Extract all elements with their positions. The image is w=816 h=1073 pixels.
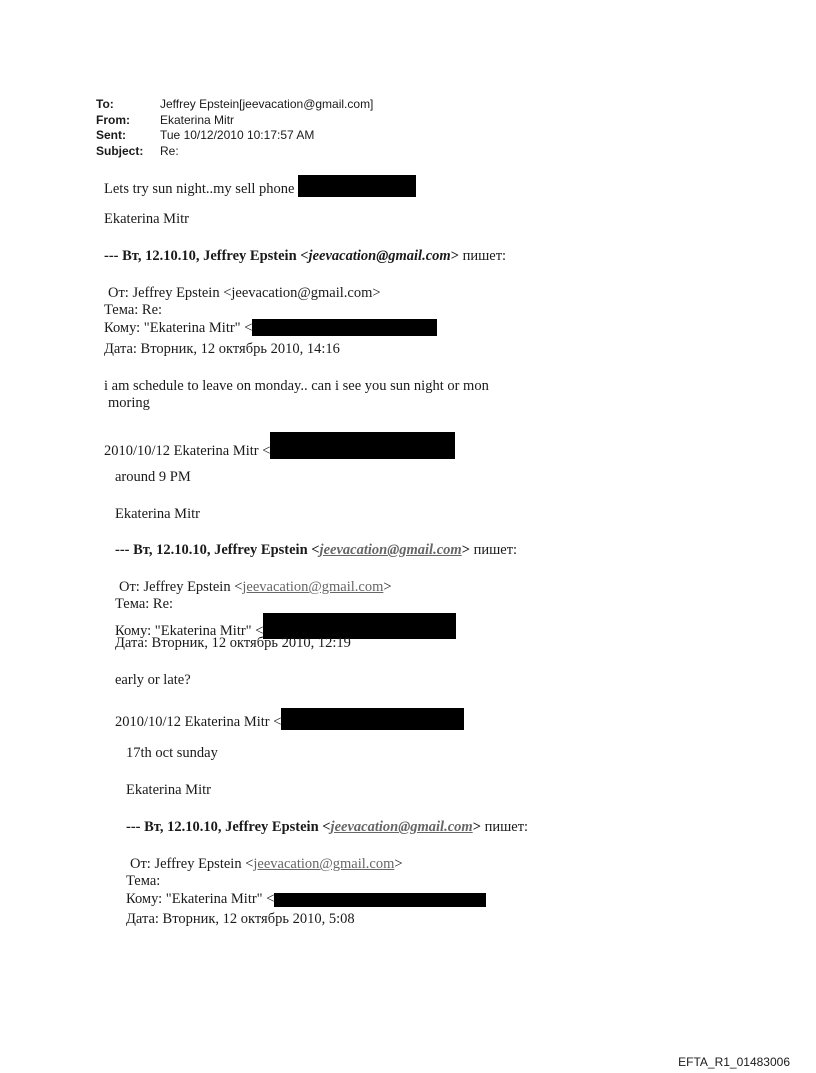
message-line: moring bbox=[108, 395, 150, 411]
quote-email: jeevacation@gmail.com bbox=[308, 248, 451, 264]
quoted-from bbox=[130, 856, 403, 873]
quoted-to-text: Кому: "Ekaterina Mitr" < bbox=[104, 320, 253, 336]
quoted-to bbox=[126, 891, 486, 908]
quote-writes: пишет: bbox=[473, 542, 518, 558]
quoted-from-email-link[interactable]: jeevacation@gmail.com bbox=[242, 579, 384, 595]
quote-date: Вт, 12.10.10, Jeffrey Epstein bbox=[133, 542, 308, 558]
quote-writes: пишет: bbox=[484, 819, 529, 835]
quoted-subject: Тема: bbox=[126, 873, 161, 889]
redaction-box bbox=[270, 432, 455, 459]
quoted-from: От: Jeffrey Epstein <jeevacation@gmail.com> bbox=[108, 285, 381, 301]
from-label: From: bbox=[96, 112, 130, 127]
message-line: around 9 PM bbox=[115, 469, 191, 485]
to-label: To: bbox=[96, 97, 114, 111]
quote-gt: > bbox=[461, 542, 470, 558]
quoted-to-text: Кому: "Ekaterina Mitr" < bbox=[115, 623, 264, 639]
quote-email-link[interactable]: jeevacation@gmail.com bbox=[330, 819, 473, 835]
quote-attribution-line bbox=[104, 432, 455, 460]
to-value: Jeffrey Epstein[jeevacation@gmail.com] bbox=[160, 97, 374, 111]
quote-dashes: --- bbox=[115, 542, 130, 558]
attribution-text: 2010/10/12 Ekaterina Mitr < bbox=[115, 714, 282, 730]
quote-gt: > bbox=[450, 248, 459, 264]
redaction-box bbox=[274, 893, 486, 907]
quoted-date: Дата: Вторник, 12 октябрь 2010, 12:19 bbox=[115, 635, 351, 651]
quote-gt: > bbox=[472, 819, 481, 835]
quoted-subject: Тема: Re: bbox=[115, 596, 174, 612]
quoted-from-text: От: Jeffrey Epstein < bbox=[119, 579, 243, 595]
quote-lt: < bbox=[322, 819, 331, 835]
document-id: EFTA_R1_01483006 bbox=[678, 1055, 790, 1069]
header-sent-row bbox=[96, 128, 373, 144]
attribution-text: 2010/10/12 Ekaterina Mitr < bbox=[104, 443, 271, 459]
quote-attribution bbox=[115, 542, 517, 559]
subject-value: Re: bbox=[160, 143, 179, 158]
quote-attribution bbox=[104, 248, 506, 265]
quoted-from-text: От: Jeffrey Epstein < bbox=[130, 856, 254, 872]
quoted-to bbox=[104, 319, 437, 337]
redaction-box bbox=[298, 175, 416, 197]
quote-writes: пишет: bbox=[462, 248, 507, 264]
quote-attribution bbox=[126, 819, 528, 836]
signature: Ekaterina Mitr bbox=[104, 211, 189, 227]
redaction-box bbox=[281, 708, 464, 730]
subject-label: Subject: bbox=[96, 143, 144, 158]
message-line bbox=[104, 175, 416, 198]
quote-email-link[interactable]: jeevacation@gmail.com bbox=[319, 542, 462, 558]
email-header bbox=[96, 97, 373, 159]
quoted-from-suffix: > bbox=[394, 856, 403, 872]
quote-date: Вт, 12.10.10, Jeffrey Epstein bbox=[144, 819, 319, 835]
sent-value: Tue 10/12/2010 10:17:57 AM bbox=[160, 128, 315, 142]
quote-lt: < bbox=[311, 542, 320, 558]
quote-dashes: --- bbox=[126, 819, 141, 835]
message-line: early or late? bbox=[115, 672, 191, 688]
message-line: i am schedule to leave on monday.. can i see you sun night or mon bbox=[104, 378, 489, 394]
message-text: Lets try sun night..my sell phone bbox=[104, 181, 295, 197]
redaction-box bbox=[252, 319, 437, 336]
quoted-date: Дата: Вторник, 12 октябрь 2010, 5:08 bbox=[126, 911, 355, 927]
quoted-to-text: Кому: "Ekaterina Mitr" < bbox=[126, 891, 275, 907]
header-subject-row bbox=[96, 144, 373, 160]
header-from-row bbox=[96, 113, 373, 129]
quote-attribution-line bbox=[115, 708, 464, 731]
quoted-date: Дата: Вторник, 12 октябрь 2010, 14:16 bbox=[104, 341, 340, 357]
signature: Ekaterina Mitr bbox=[115, 506, 200, 522]
sent-label: Sent: bbox=[96, 128, 126, 142]
quote-date: Вт, 12.10.10, Jeffrey Epstein bbox=[122, 248, 297, 264]
quote-dashes: --- bbox=[104, 248, 119, 264]
header-to-row bbox=[96, 97, 373, 113]
quoted-from bbox=[119, 579, 392, 596]
quoted-from-suffix: > bbox=[383, 579, 392, 595]
quote-lt: < bbox=[300, 248, 309, 264]
quoted-subject: Тема: Re: bbox=[104, 302, 163, 318]
from-value: Ekaterina Mitr bbox=[160, 112, 235, 127]
signature: Ekaterina Mitr bbox=[126, 782, 211, 798]
message-line: 17th oct sunday bbox=[126, 745, 218, 761]
quoted-from-email-link[interactable]: jeevacation@gmail.com bbox=[253, 856, 395, 872]
